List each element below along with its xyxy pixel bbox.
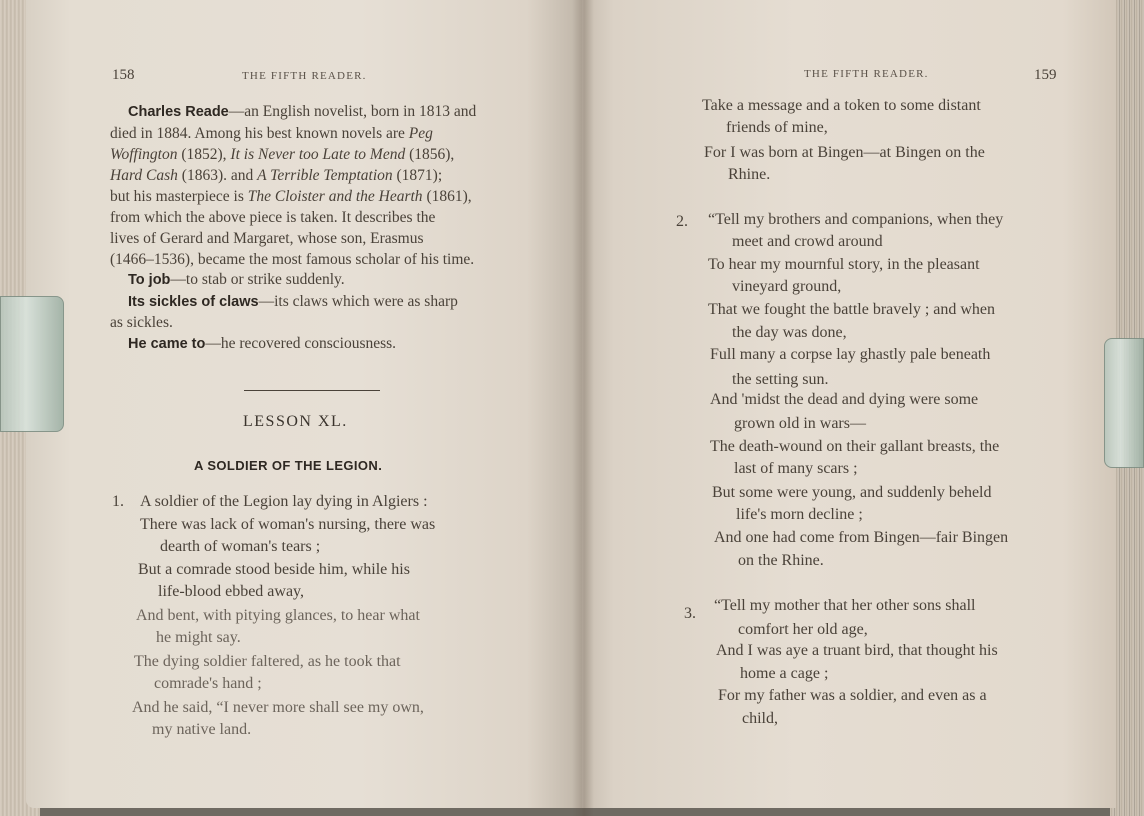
verse-line: And one had come from Bingen—fair Bingen	[714, 529, 1009, 546]
note-reade-line-1	[128, 104, 476, 120]
verse-line: comrade's hand ;	[154, 675, 262, 692]
right-page-number: 159	[1034, 67, 1057, 83]
book-gutter	[572, 0, 594, 816]
note-sickles-line-2: as sickles.	[110, 314, 173, 331]
note-reade-text-4b: (1863). and	[177, 167, 258, 184]
verse-line: For I was born at Bingen—at Bingen on the	[704, 144, 985, 161]
verse-line: my native land.	[152, 721, 252, 738]
note-reade-text-3d: (1856),	[405, 146, 455, 163]
note-reade-text-1: —an English novelist, born in 1813 and	[228, 103, 477, 120]
verse-line: And I was aye a truant bird, that thought his	[716, 642, 998, 659]
verse-line: vineyard ground,	[732, 278, 842, 295]
page-clip-left	[0, 296, 64, 432]
note-reade-text-5c: (1861),	[422, 188, 472, 205]
verse-line: the day was done,	[732, 324, 847, 341]
note-came-text: —he recovered consciousness.	[205, 335, 397, 352]
lesson-heading: LESSON XL.	[243, 413, 348, 430]
verse-line: home a cage ;	[740, 665, 829, 682]
verse-line: he might say.	[156, 629, 241, 646]
poem-title: A SOLDIER OF THE LEGION.	[194, 458, 383, 473]
note-reade-line-7: lives of Gerard and Margaret, whose son, Erasmus	[110, 230, 424, 247]
stanza-2-number: 2.	[676, 213, 688, 230]
note-reade-line-8: (1466–1536), became the most famous scholar of his time.	[110, 251, 475, 268]
note-reade-title-woffington: Woffington	[110, 146, 178, 163]
stanza-1-number: 1.	[112, 493, 124, 510]
note-job-term: To job	[128, 272, 171, 288]
note-reade-title-mend: It is Never too Late to Mend	[230, 146, 406, 163]
verse-line: To hear my mournful story, in the pleasant	[708, 256, 980, 273]
verse-line: last of many scars ;	[734, 460, 858, 477]
verse-line: life-blood ebbed away,	[158, 583, 305, 600]
verse-line: life's morn decline ;	[736, 506, 863, 523]
note-job-text: —to stab or strike suddenly.	[170, 271, 345, 288]
verse-line: meet and crowd around	[732, 233, 883, 250]
verse-line: For my father was a soldier, and even as a	[718, 687, 987, 704]
verse-line: friends of mine,	[726, 119, 828, 136]
verse-line: grown old in wars—	[734, 415, 866, 432]
verse-line: The dying soldier faltered, as he took that	[134, 653, 401, 670]
left-running-head: THE FIFTH READER.	[242, 70, 367, 82]
note-reade-title-cloister: The Cloister and the Hearth	[247, 188, 423, 205]
section-rule	[244, 390, 380, 391]
verse-line: dearth of woman's tears ;	[160, 538, 321, 555]
verse-line: child,	[742, 710, 778, 727]
note-reade-line-6: from which the above piece is taken. It describes the	[110, 209, 436, 226]
note-came-term: He came to	[128, 336, 206, 352]
verse-line: A soldier of the Legion lay dying in Algiers :	[140, 493, 428, 510]
verse-line: Full many a corpse lay ghastly pale beneath	[710, 346, 991, 363]
verse-line: comfort her old age,	[738, 621, 868, 638]
stanza-3-number: 3.	[684, 605, 696, 622]
note-came	[128, 336, 396, 352]
note-reade-line-5	[110, 189, 472, 205]
note-sickles-text: —its claws which were as sharp	[258, 293, 458, 310]
verse-line: The death-wound on their gallant breasts, the	[710, 438, 1000, 455]
note-reade-line-3	[110, 147, 454, 163]
note-reade-text-5a: but his masterpiece is	[110, 188, 248, 205]
verse-line: “Tell my mother that her other sons shall	[714, 597, 976, 614]
page-clip-right	[1104, 338, 1144, 468]
verse-line: That we fought the battle bravely ; and when	[708, 301, 996, 318]
verse-line: And bent, with pitying glances, to hear what	[136, 607, 420, 624]
note-reade-term: Charles Reade	[128, 104, 229, 120]
note-sickles	[128, 294, 458, 310]
verse-line: “Tell my brothers and companions, when they	[708, 211, 1004, 228]
note-reade-text-3b: (1852),	[177, 146, 231, 163]
note-reade-title-peg: Peg	[408, 125, 433, 142]
verse-line: the setting sun.	[732, 371, 829, 388]
verse-line: Take a message and a token to some distant	[702, 97, 981, 114]
note-reade-text-4d: (1871);	[392, 167, 443, 184]
note-job	[128, 272, 345, 288]
verse-line: And 'midst the dead and dying were some	[710, 391, 979, 408]
left-page-number: 158	[112, 67, 135, 83]
left-page	[26, 0, 582, 808]
verse-line: But some were young, and suddenly beheld	[712, 484, 992, 501]
verse-line: There was lack of woman's nursing, there was	[140, 516, 436, 533]
note-reade-line-2	[110, 126, 433, 142]
verse-line: on the Rhine.	[738, 552, 824, 569]
right-running-head: THE FIFTH READER.	[804, 68, 929, 80]
note-reade-title-temptation: A Terrible Temptation	[257, 167, 393, 184]
note-reade-line-4	[110, 168, 442, 184]
verse-line: Rhine.	[728, 166, 771, 183]
note-reade-text-2a: died in 1884. Among his best known novels are	[110, 125, 409, 142]
note-sickles-term: Its sickles of claws	[128, 294, 259, 310]
verse-line: And he said, “I never more shall see my own,	[132, 699, 424, 716]
verse-line: But a comrade stood beside him, while his	[138, 561, 410, 578]
note-reade-title-hard-cash: Hard Cash	[110, 167, 178, 184]
